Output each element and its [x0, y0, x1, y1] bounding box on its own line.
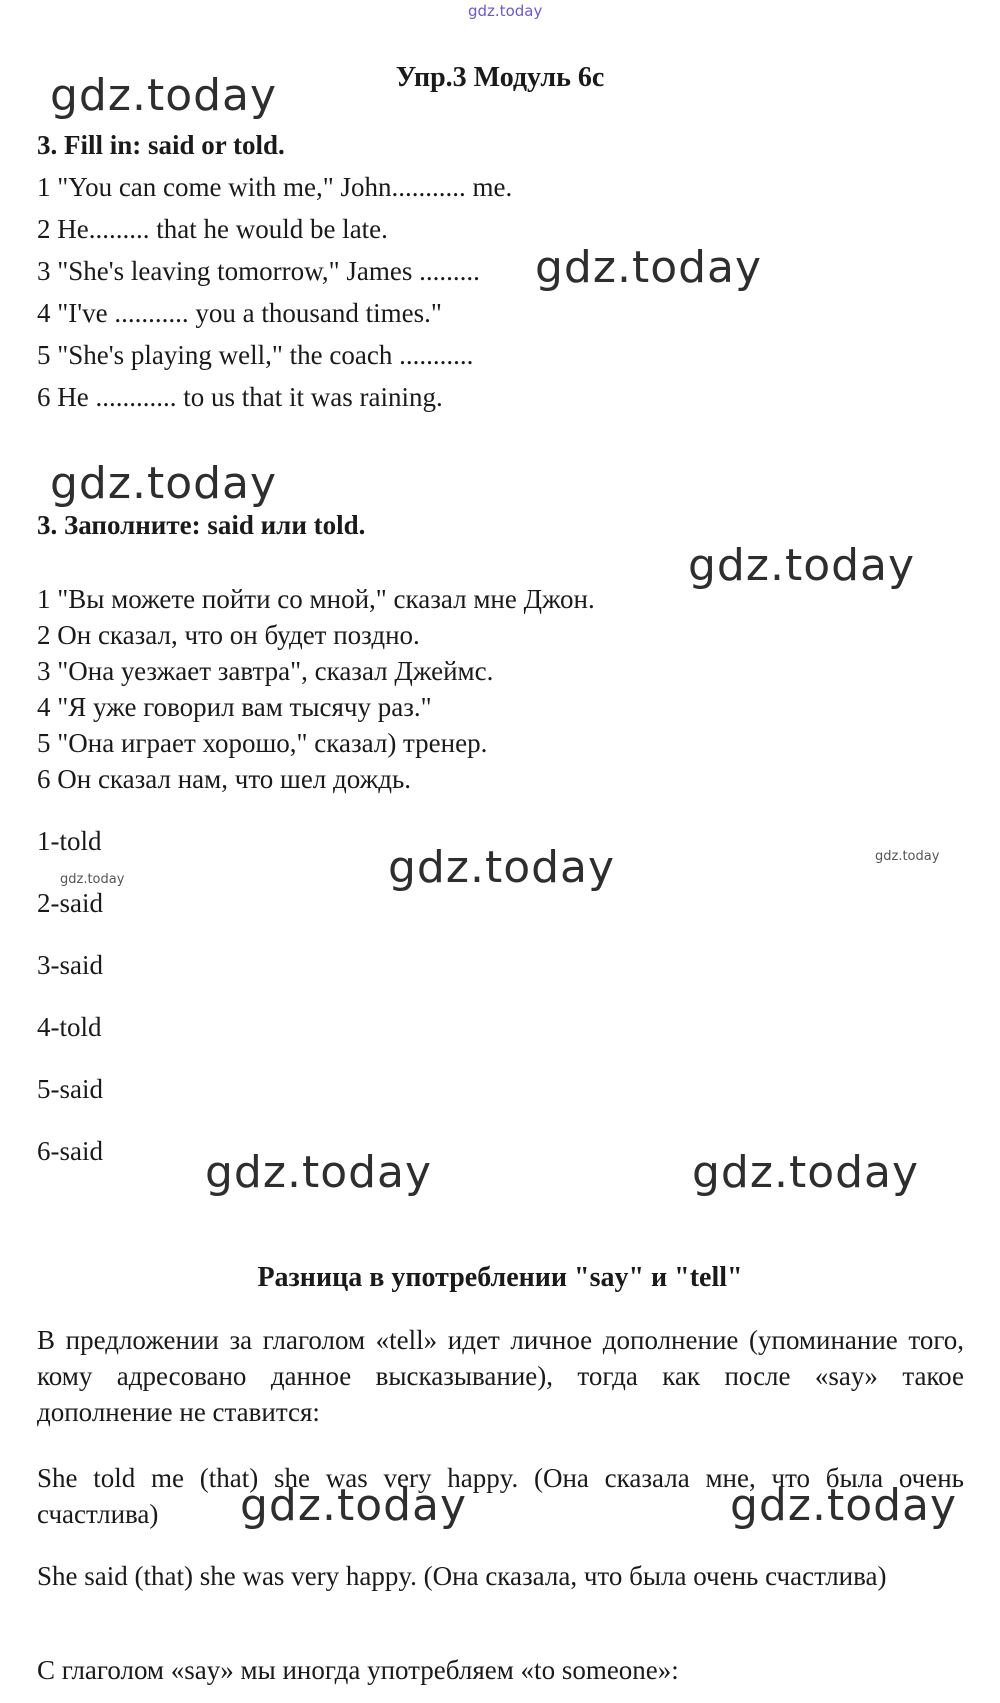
russian-heading: 3. Заполните: said или told. [37, 510, 366, 540]
answer-item: 1-told [37, 826, 102, 856]
russian-item: 2 Он сказал, что он будет поздно. [37, 620, 420, 650]
paragraph: She told me (that) she was very happy. (Она сказала мне, что была очень счастлива) [37, 1463, 964, 1529]
english-item: 6 He ............ to us that it was raining. [37, 382, 443, 412]
answer-item: 2-said [37, 888, 103, 918]
section-title: Разница в употреблении "say" и "tell" [257, 1262, 743, 1293]
watermark-small: gdz.today [875, 849, 940, 864]
english-item: 5 "She's playing well," the coach ........... [37, 340, 474, 370]
english-item: 3 "She's leaving tomorrow," James ......... [37, 256, 480, 286]
russian-item: 6 Он сказал нам, что шел дождь. [37, 764, 412, 794]
watermark: gdz.today [388, 842, 616, 893]
paragraph: С глаголом «say» мы иногда употребляем «to someone»: [37, 1655, 679, 1685]
russian-item: 3 "Она уезжает завтра", сказал Джеймс. [37, 656, 494, 686]
watermark: gdz.today [535, 242, 763, 293]
answer-item: 5-said [37, 1074, 103, 1104]
answer-item: 6-said [37, 1136, 103, 1166]
paragraph: В предложении за глаголом «tell» идет личное дополнение (упоминание того, кому адресовано данное высказывание), тогда как после «say» такое дополнение не ставится: [37, 1325, 964, 1427]
russian-item: 1 "Вы можете пойти со мной," сказал мне Джон. [37, 584, 595, 614]
english-item: 4 "I've ........... you a thousand times." [37, 298, 442, 328]
watermark: gdz.today [240, 1480, 468, 1531]
watermark: gdz.today [692, 1147, 920, 1198]
watermark: gdz.today [205, 1147, 433, 1198]
watermark: gdz.today [50, 70, 278, 121]
answer-item: 4-told [37, 1012, 102, 1042]
watermark: gdz.today [688, 540, 916, 591]
english-item: 2 He......... that he would be late. [37, 214, 388, 244]
russian-item: 5 "Она играет хорошо," сказал) тренер. [37, 728, 488, 758]
watermark: gdz.today [50, 458, 278, 509]
english-heading: 3. Fill in: said or told. [37, 130, 285, 160]
answer-item: 3-said [37, 950, 103, 980]
russian-item: 4 "Я уже говорил вам тысячу раз." [37, 692, 432, 722]
english-item: 1 "You can come with me," John........... me. [37, 172, 513, 202]
watermark-small: gdz.today [60, 872, 125, 887]
page-title: Упр.3 Модуль 6c [395, 62, 605, 93]
watermark-top: gdz.today [468, 2, 543, 20]
paragraph: She said (that) she was very happy. (Она сказала, что была очень счастлива) [37, 1561, 887, 1591]
watermark: gdz.today [730, 1480, 958, 1531]
